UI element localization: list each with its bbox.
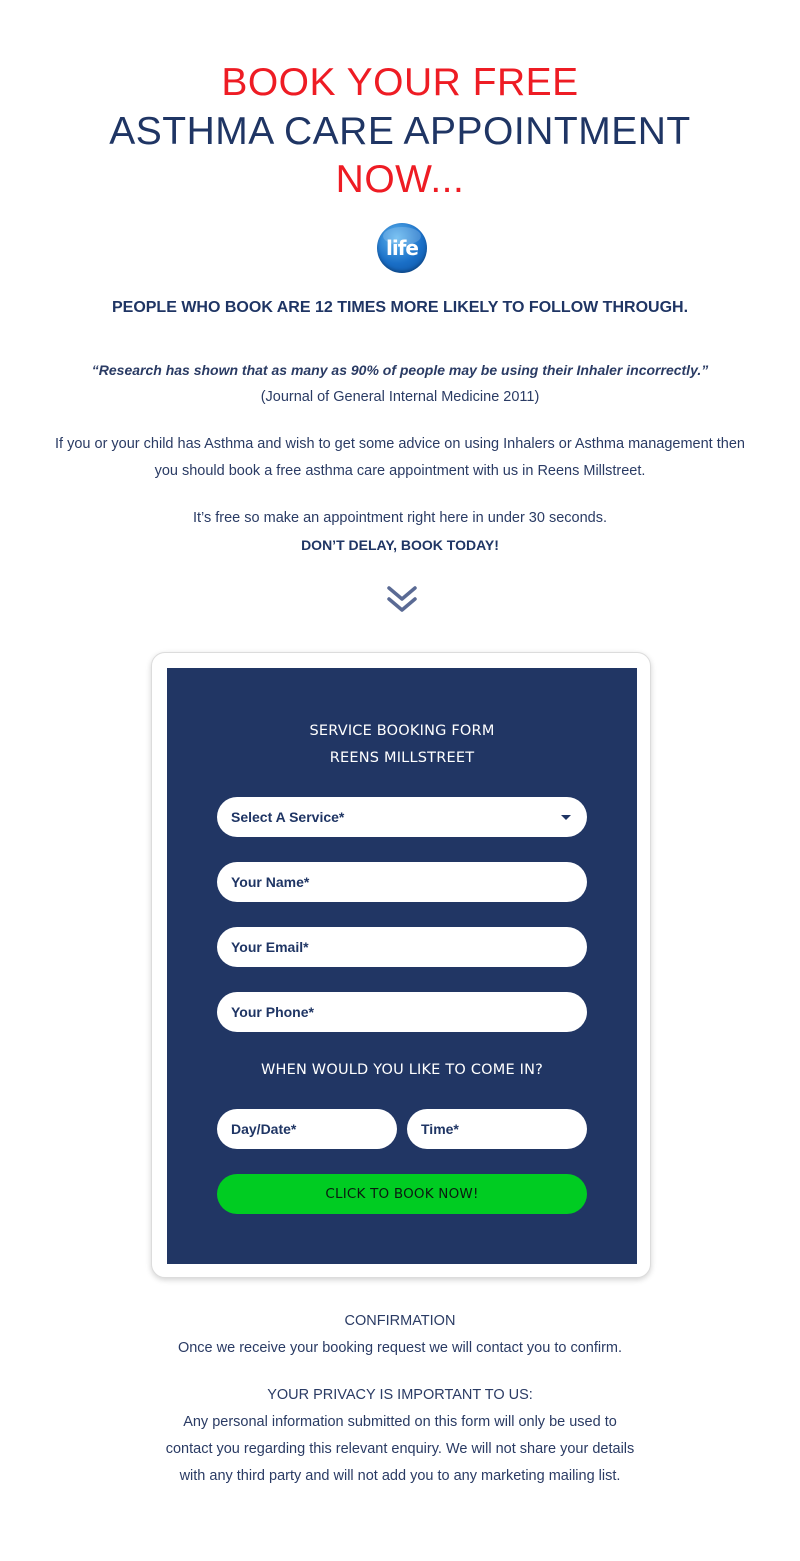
time-input[interactable]	[407, 1109, 587, 1149]
confirmation-title: CONFIRMATION	[344, 1313, 456, 1329]
confirmation-text: Once we receive your booking request we will contact you to confirm.	[177, 1340, 623, 1356]
research-quote: “Research has shown that as many as 90% of people may be using their Inhaler incorrectly.”	[91, 362, 709, 378]
phone-input[interactable]	[217, 992, 587, 1032]
privacy-text-line-2: contact you regarding this relevant enquiry. We will not share your details	[165, 1441, 635, 1457]
privacy-text-line-1: Any personal information submitted on this form will only be used to	[183, 1414, 617, 1430]
form-title: SERVICE BOOKING FORM	[309, 723, 495, 739]
advice-text-line-2: you should book a free asthma care appointment with us in Reens Millstreet.	[154, 463, 646, 479]
email-input[interactable]	[217, 927, 587, 967]
name-input[interactable]	[217, 862, 587, 902]
headline-line-3: NOW...	[335, 158, 465, 201]
caret-down-icon	[561, 815, 571, 820]
privacy-text-line-3: with any third party and will not add you to any marketing mailing list.	[179, 1468, 621, 1484]
form-subtitle: REENS MILLSTREET	[329, 750, 475, 766]
advice-text-line-1: If you or your child has Asthma and wish to get some advice on using Inhalers or Asthma management then	[55, 436, 745, 452]
service-select[interactable]	[217, 797, 587, 837]
chevron-double-down-icon[interactable]	[386, 585, 418, 615]
book-now-button[interactable]: CLICK TO BOOK NOW!	[217, 1174, 587, 1214]
headline-line-2: ASTHMA CARE APPOINTMENT	[109, 110, 691, 153]
phone-input-placeholder: Your Phone*	[231, 1004, 314, 1020]
free-appointment-text: It’s free so make an appointment right here in under 30 seconds.	[192, 510, 608, 526]
date-input-placeholder: Day/Date*	[231, 1121, 297, 1137]
quote-citation: (Journal of General Internal Medicine 2011)	[260, 389, 540, 405]
service-select-value: Select A Service*	[231, 809, 345, 825]
date-input[interactable]	[217, 1109, 397, 1149]
headline-line-1: BOOK YOUR FREE	[221, 61, 579, 104]
logo-text: life	[386, 236, 418, 260]
book-today-text: DON’T DELAY, BOOK TODAY!	[301, 537, 499, 553]
email-input-placeholder: Your Email*	[231, 939, 309, 955]
when-label: WHEN WOULD YOU LIKE TO COME IN?	[260, 1062, 544, 1078]
name-input-placeholder: Your Name*	[231, 874, 310, 890]
privacy-title: YOUR PRIVACY IS IMPORTANT TO US:	[267, 1387, 533, 1403]
tagline: PEOPLE WHO BOOK ARE 12 TIMES MORE LIKELY TO FOLLOW THROUGH.	[111, 299, 689, 316]
time-input-placeholder: Time*	[421, 1121, 459, 1137]
life-logo	[377, 223, 427, 273]
